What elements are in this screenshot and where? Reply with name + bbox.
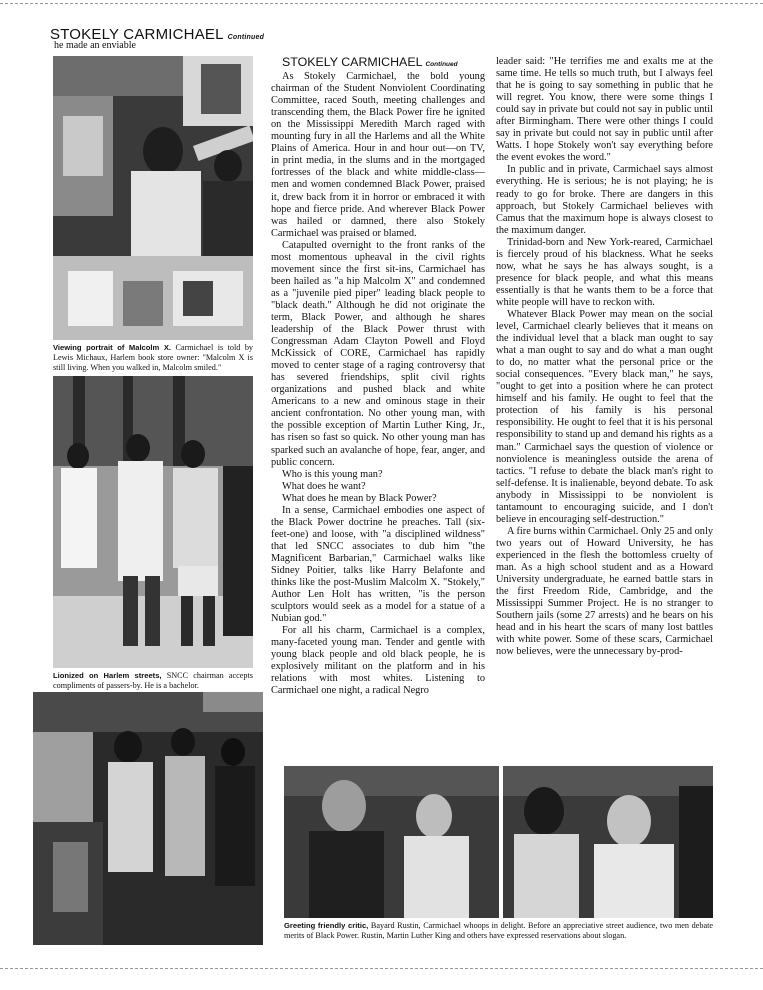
paragraph: For all his charm, Carmichael is a complex, many-faceted young man. Tender and gentle with young black people and old black people, he is explosively militant on the platform and in his relations with most whites. Listening to Carmichael one night, a radical Negro (271, 625, 485, 697)
photo-rustin-image (284, 766, 713, 918)
photo-street-image (53, 376, 253, 668)
paragraph: leader said: "He terrifies me and exalts me at the same time. He tells so much truth, but I always feel that he is going to say something in public that he will regret. You know, there were some things I could say in private but could not say in public until after Birmingham. There were other things I could say in private but could not say in public until after Watts. I hope Stokely won't say everything before the event evokes the word." (496, 56, 713, 164)
photo-street (53, 376, 253, 668)
paragraph: Catapulted overnight to the front ranks of the most momentous upheaval in the civil rights movement since the first sit-ins, Carmichael has been hailed as "a hip Malcolm X" and condemned as a "juvenile pied piper" leading black people to "black death." Although he did not originate the term, Black Power, and although he shares leadership of the Black Power thrust with Congressman Adam Clayton Powell and Floyd McKissick of CORE, Carmichael has rapidly moved to center stage of a raging controversy that has severed friendships, split civil rights organizations and pushed black and white Americans to a new and ominous stage in their ancient confrontation. No other young man, with the possible exception of Martin Luther King, Jr., has risen so fast so quick. No other young man has sparked such an avalanche of hope, fear, anger, and public concern. (271, 239, 485, 468)
caption-street-text: SNCC chairman accepts compliments of passers-by. He is a bachelor. (53, 671, 253, 691)
caption-rustin (284, 921, 713, 941)
paragraph: What does he want? (282, 480, 366, 492)
paragraph: As Stokely Carmichael, the bold young chairman of the Student Nonviolent Coordinating Committee, raced South, meeting challenges and transcending them, the Black Power fire he ignited on the Mississippi Meredith March raged with mounting fury in all the Harlems and all the White Plains of America. Hour in and hour out—on TV, in print media, in the slums and in the mortgaged fortresses of the black and white middle-class—men and women condemned Black Power, praised it, drew back from it in horror or embraced it with hope and fierce pride. And wherever Black Power was hailed or damned, there also Stokely Carmichael was praised or blamed. (271, 71, 485, 239)
photo-crowd-image (33, 692, 263, 945)
page-header-title: STOKELY CARMICHAEL (50, 26, 224, 43)
article-title (271, 56, 485, 71)
top-rule (0, 3, 763, 4)
photo-bookstore (53, 56, 253, 340)
paragraph: Whatever Black Power may mean on the social level, Carmichael clearly believes that it means on the individual level that a black man ought to say what a man ought to say and do what a man ought to do, no matter what the personal price or the social consequences. "Every black man," he says, "ought to get into a position where he can protect himself and his family. He ought to feel that the protection of his family is his personal responsibility. He ought to feel that it is his personal responsibility to stand up and demand his rights as a man." Carmichael says the question of violence or nonviolence is meaningless outside the arena of tactics. "I refuse to debate the black man's right to self-defense. It is inalienable, beyond debate. To ask anybody in Mississippi to be nonviolent is tantamount to encouraging suicide, and I don't believe in encouraging self-destruction." (496, 308, 713, 525)
page-header-continued: Continued (227, 34, 265, 41)
photo-crowd (33, 692, 263, 945)
article-column-2 (496, 56, 713, 658)
article-column-1 (271, 56, 485, 697)
caption-rustin-text: Bayard Rustin, Carmichael whoops in delight. Before an appreciative street audience, two men debate merits of Black Power. Rustin, Martin Luther King and others have expressed reservations about slogan. (284, 921, 713, 941)
caption-bookstore-lead: Viewing portrait of Malcolm X. (53, 343, 171, 352)
caption-bookstore (53, 343, 253, 373)
page-header-subline: he made an enviable (54, 41, 136, 51)
paragraph: In public and in private, Carmichael says almost everything. He is serious; he is not playing; he is ready to go for broke. There are dangers in this approach, but Stokely Carmichael believes with Camus that the maximum hope is always closest to the maximum danger. (496, 164, 713, 236)
photo-rustin (284, 766, 713, 918)
caption-street-lead: Lionized on Harlem streets, (53, 671, 162, 680)
paragraph: Trinidad-born and New York-reared, Carmichael is fiercely proud of his blackness. What he seeks now, what he says he has always sought, is a presence for black people, and what this means essentially is that he wants them to be a force that white people will have to reckon with. (496, 236, 713, 308)
paragraph: What does he mean by Black Power? (282, 492, 437, 504)
article-title-continued: Continued (425, 61, 458, 68)
paragraph: In a sense, Carmichael embodies one aspect of the Black Power doctrine he preaches. Tall (six-feet-one) and loose, with "a disciplined wildness" that led SNCC associates to dub him "the Magnificent Barbarian," Carmichael walks like Sidney Poitier, talks like Harry Belafonte and thinks like the post-Muslim Malcolm X. "Stokely," Author Len Holt has written, "is the person sculptors would seek as a model for a statue of a Nubian god." (271, 504, 485, 625)
caption-street (53, 671, 253, 691)
article-title-text: STOKELY CARMICHAEL (282, 55, 423, 69)
caption-bookstore-text: Carmichael is told by Lewis Michaux, Harlem book store owner: "Malcolm X is still living. When you walked in, Malcolm smiled." (53, 343, 254, 373)
paragraph: A fire burns within Carmichael. Only 25 and only two years out of Howard University, he has experienced in the flesh the bottomless cruelty of man. As a high school student and as a Howard University undergraduate, he earned battle stars in the first Freedom Ride, Cambridge, and the Mississippi Summer Project. He is no stranger to Southern jails (some 27 arrests) and he bears on his head and in his heart the scars of many lost battles with white power. Some of these scars, Carmichael now believes, were the unnecessary by-prod- (496, 525, 713, 658)
bottom-rule (0, 968, 763, 969)
paragraph: Who is this young man? (282, 468, 383, 480)
caption-rustin-lead: Greeting friendly critic, (284, 921, 369, 930)
photo-bookstore-image (53, 56, 253, 340)
